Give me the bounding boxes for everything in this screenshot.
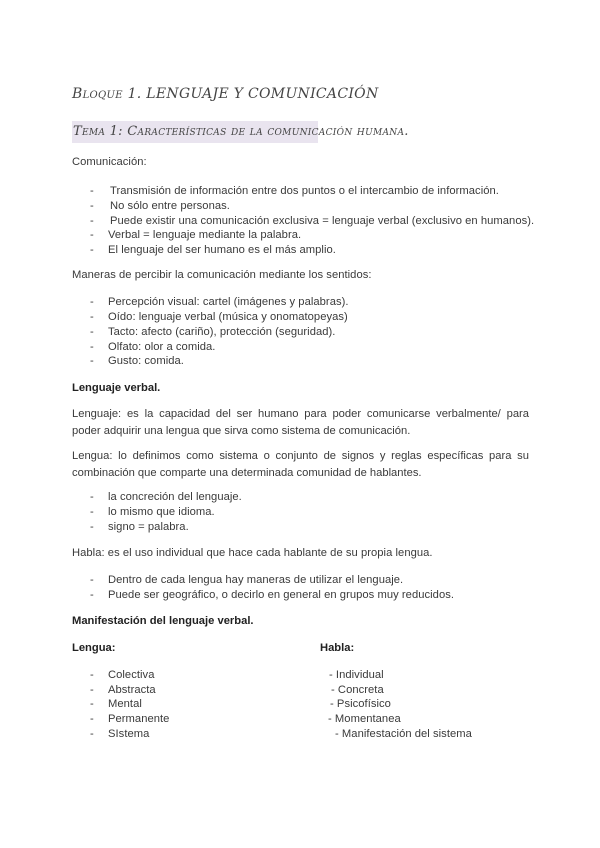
lengua-item: Permanente	[108, 713, 170, 725]
list-item: Transmisión de información entre dos puntos o el intercambio de información.	[110, 185, 499, 197]
list-bullet: -	[90, 684, 94, 696]
list-item: Oído: lenguaje verbal (música y onomatopeyas)	[108, 311, 348, 323]
habla-definition: Habla: es el uso individual que hace cada hablante de su propia lengua.	[72, 547, 433, 559]
list-item: Tacto: afecto (cariño), protección (seguridad).	[108, 326, 336, 338]
lengua-item: Mental	[108, 698, 142, 710]
lengua-definition: Lengua: lo definimos como sistema o conjunto de signos y reglas específicas para su combinación que comparte una determinada comunidad de hablantes.	[72, 450, 529, 479]
comunicacion-title: Comunicación:	[72, 156, 147, 168]
habla-item: - Individual	[329, 669, 384, 681]
lenguaje-definition: Lenguaje: es la capacidad del ser humano para poder comunicarse verbalmente/ para poder adquirir una lengua que sirva como sistema de comunicación.	[72, 408, 529, 437]
habla-item: - Concreta	[331, 684, 384, 696]
lengua-item: SIstema	[108, 728, 150, 740]
habla-item: - Manifestación del sistema	[335, 728, 472, 740]
list-item: Verbal = lenguaje mediante la palabra.	[108, 229, 302, 241]
list-item: No sólo entre personas.	[110, 200, 230, 212]
list-bullet: -	[90, 215, 94, 227]
list-bullet: -	[90, 200, 94, 212]
list-bullet: -	[90, 589, 94, 601]
list-item: lo mismo que idioma.	[108, 506, 215, 518]
list-item: Olfato: olor a comida.	[108, 341, 216, 353]
list-bullet: -	[90, 669, 94, 681]
list-bullet: -	[90, 341, 94, 353]
list-item: Dentro de cada lengua hay maneras de utilizar el lenguaje.	[108, 574, 404, 586]
list-item: El lenguaje del ser humano es el más amplio.	[108, 244, 336, 256]
list-bullet: -	[90, 521, 94, 533]
list-bullet: -	[90, 506, 94, 518]
habla-column-title: Habla:	[320, 642, 355, 654]
habla-item: - Momentanea	[328, 713, 401, 725]
list-item: Percepción visual: cartel (imágenes y palabras).	[108, 296, 349, 308]
list-bullet: -	[90, 491, 94, 503]
lengua-item: Abstracta	[108, 684, 156, 696]
list-item: la concreción del lenguaje.	[108, 491, 242, 503]
list-bullet: -	[90, 326, 94, 338]
list-item: signo = palabra.	[108, 521, 189, 533]
list-bullet: -	[90, 311, 94, 323]
list-bullet: -	[90, 229, 94, 241]
list-item: Puede existir una comunicación exclusiva = lenguaje verbal (exclusivo en humanos).	[110, 215, 535, 227]
lengua-item: Colectiva	[108, 669, 155, 681]
list-bullet: -	[90, 728, 94, 740]
list-bullet: -	[90, 244, 94, 256]
habla-item: - Psicofísico	[330, 698, 391, 710]
bloque-heading: Bloque 1. LENGUAJE Y COMUNICACIÓN	[72, 86, 379, 102]
maneras-title: Maneras de percibir la comunicación mediante los sentidos:	[72, 269, 372, 281]
tema-heading: Tema 1: Características de la comunicación humana.	[73, 124, 409, 139]
list-bullet: -	[90, 296, 94, 308]
list-bullet: -	[90, 574, 94, 586]
list-bullet: -	[90, 185, 94, 197]
list-item: Gusto: comida.	[108, 355, 184, 367]
list-item: Puede ser geográfico, o decirlo en general en grupos muy reducidos.	[108, 589, 455, 601]
list-bullet: -	[90, 698, 94, 710]
list-bullet: -	[90, 713, 94, 725]
lengua-column-title: Lengua:	[72, 642, 116, 654]
lenguaje-verbal-heading: Lenguaje verbal.	[72, 382, 161, 394]
list-bullet: -	[90, 355, 94, 367]
manifestacion-heading: Manifestación del lenguaje verbal.	[72, 615, 254, 627]
